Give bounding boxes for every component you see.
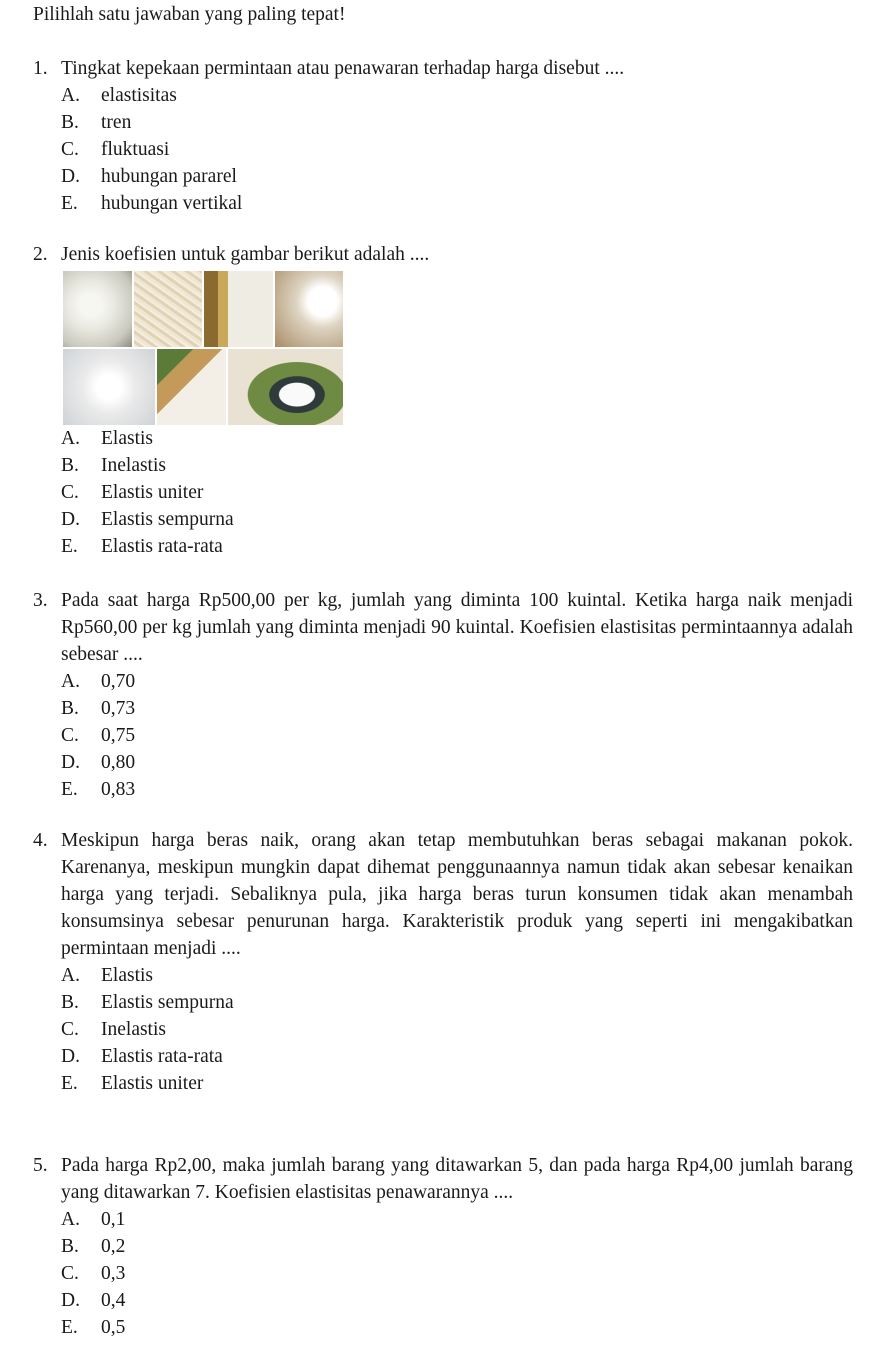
option-d[interactable]: D. Elastis sempurna (61, 509, 234, 530)
rice-photo (275, 271, 344, 347)
option-c[interactable]: C. 0,3 (61, 1263, 126, 1284)
question-number: 2. (33, 244, 48, 265)
question-text: Pada saat harga Rp500,00 per kg, jumlah yang diminta 100 kuintal. Ketika harga naik menjadi Rp560,00 per kg jumlah yang diminta menjadi 90 kuintal. Koefisien elastisitas permintaannya adalah sebesar .... (61, 590, 853, 665)
option-e[interactable]: E. Elastis uniter (61, 1073, 204, 1094)
option-e[interactable]: E. 0,83 (61, 779, 136, 800)
question-number: 5. (33, 1155, 48, 1176)
option-c[interactable]: C. 0,75 (61, 725, 136, 746)
question-number: 4. (33, 830, 48, 851)
question-text: Jenis koefisien untuk gambar berikut adalah .... (61, 244, 430, 265)
option-b[interactable]: B. 0,2 (61, 1236, 126, 1257)
question-4 (33, 827, 853, 1097)
question-3 (33, 587, 853, 803)
option-d[interactable]: D. Elastis rata-rata (61, 1046, 223, 1067)
option-b[interactable]: B. Inelastis (61, 455, 166, 476)
option-b[interactable]: B. tren (61, 112, 132, 133)
option-list (61, 668, 853, 803)
question-1 (33, 55, 853, 217)
option-a[interactable]: A. 0,70 (61, 671, 136, 692)
rice-photo (134, 271, 203, 347)
rice-photo (63, 271, 132, 347)
option-e[interactable]: E. Elastis rata-rata (61, 536, 223, 557)
question-text: Meskipun harga beras naik, orang akan tetap membutuhkan beras sebagai makanan pokok. Karenanya, meskipun mungkin dapat dihemat penggunaannya namun tidak akan sebesar kenaikan harga yang terjadi. Sebaliknya pula, jika harga beras turun konsumen tidak akan menambah konsumsinya sebesar penurunan harga. Karakteristik produk yang seperti ini mengakibatkan permintaan menjadi .... (61, 830, 853, 959)
rice-image-collage (63, 271, 343, 425)
option-c[interactable]: C. Elastis uniter (61, 482, 204, 503)
option-d[interactable]: D. hubungan pararel (61, 166, 237, 187)
option-c[interactable]: C. fluktuasi (61, 139, 170, 160)
question-2 (33, 241, 853, 560)
option-a[interactable]: A. Elastis (61, 428, 153, 449)
option-list (61, 962, 853, 1097)
option-a[interactable]: A. Elastis (61, 965, 153, 986)
rice-photo (157, 349, 226, 425)
option-d[interactable]: D. 0,4 (61, 1290, 126, 1311)
question-text: Pada harga Rp2,00, maka jumlah barang yang ditawarkan 5, dan pada harga Rp4,00 jumlah barang yang ditawarkan 7. Koefisien elastisitas penawarannya .... (61, 1155, 853, 1203)
option-e[interactable]: E. hubungan vertikal (61, 193, 243, 214)
question-number: 1. (33, 58, 48, 79)
instruction-text: Pilihlah satu jawaban yang paling tepat! (33, 4, 346, 25)
option-b[interactable]: B. 0,73 (61, 698, 136, 719)
question-number: 3. (33, 590, 48, 611)
option-e[interactable]: E. 0,5 (61, 1317, 126, 1338)
option-d[interactable]: D. 0,80 (61, 752, 136, 773)
rice-photo (228, 349, 344, 425)
option-list (61, 82, 853, 217)
option-b[interactable]: B. Elastis sempurna (61, 992, 234, 1013)
option-list (61, 425, 853, 560)
option-c[interactable]: C. Inelastis (61, 1019, 166, 1040)
option-a[interactable]: A. elastisitas (61, 85, 177, 106)
question-text: Tingkat kepekaan permintaan atau penawaran terhadap harga disebut .... (61, 58, 625, 79)
rice-photo (63, 349, 155, 425)
option-a[interactable]: A. 0,1 (61, 1209, 126, 1230)
rice-photo (204, 271, 273, 347)
option-list (61, 1206, 853, 1341)
question-5 (33, 1152, 853, 1341)
